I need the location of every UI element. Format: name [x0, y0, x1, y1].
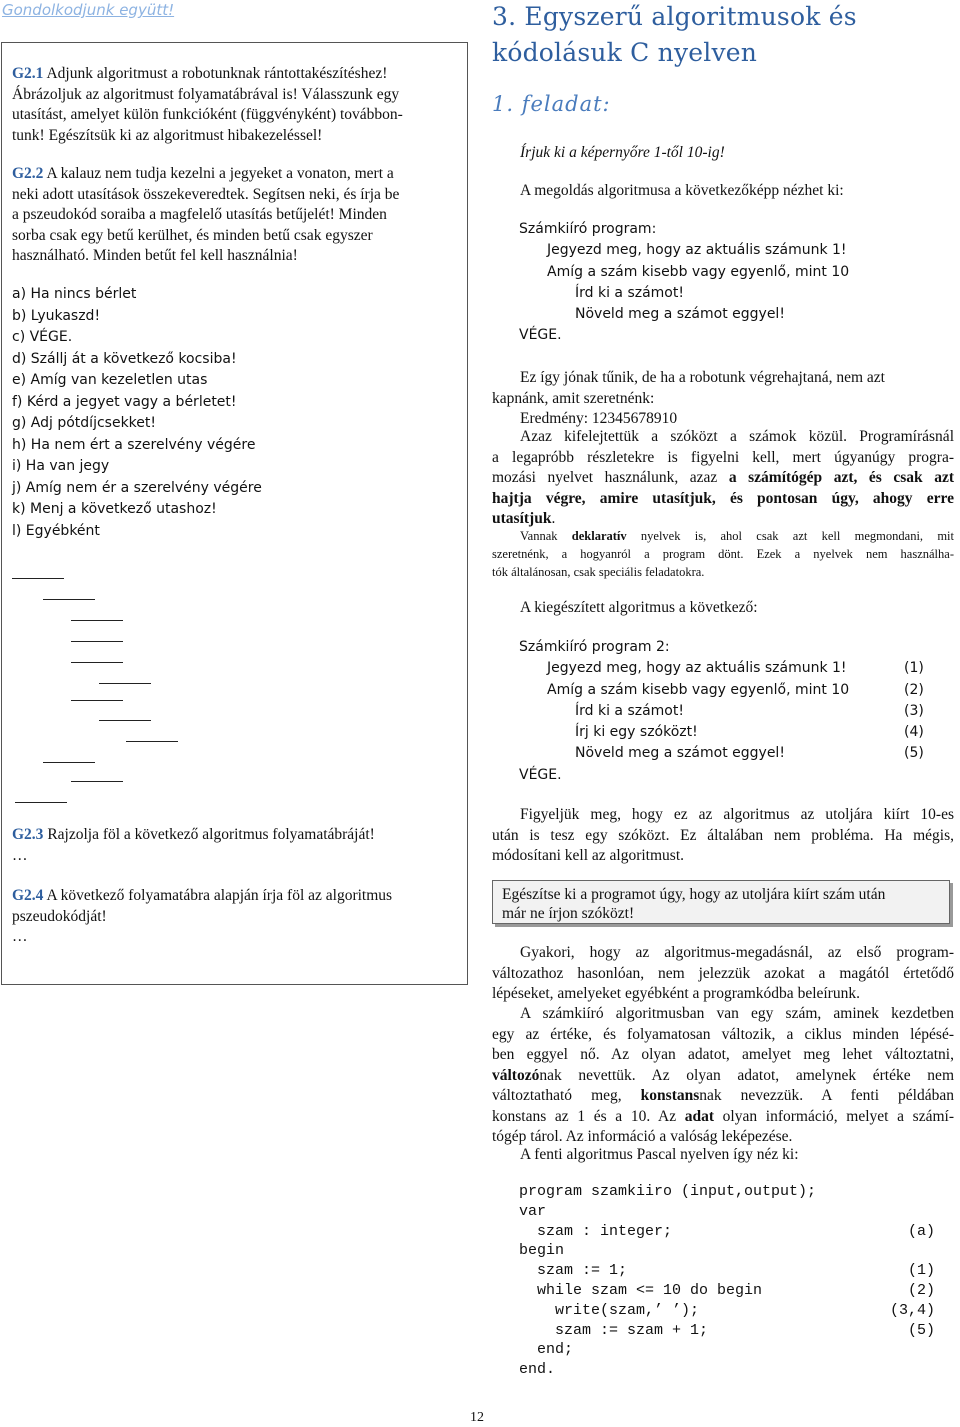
- g21-paragraph: [12, 64, 458, 146]
- exercise-callout: [492, 880, 950, 924]
- code-step-number: (5): [907, 1321, 935, 1339]
- algorithm-line: Számkiíró program 2:: [519, 639, 670, 655]
- text-line: Figyeljük meg, hogy ez az algoritmus az utoljára kiírt 10-es: [520, 806, 954, 823]
- choice-item: b) Lyukaszd!: [12, 307, 101, 324]
- algorithm-line: Jegyezd meg, hogy az aktuális számunk 1!: [547, 242, 847, 259]
- text-line: konstans az 1 és a 10. Az: [492, 1107, 685, 1125]
- g24-ellipsis: …: [12, 928, 28, 945]
- algorithm-line: VÉGE.: [519, 766, 562, 783]
- emphasis: hajtja végre, amire utasítjuk, és pontosan úgy, ahogy erre: [492, 489, 954, 507]
- answer-blank[interactable]: [43, 599, 95, 600]
- algorithm-line: Írd ki a számot!: [575, 284, 684, 301]
- paragraph-result: [492, 368, 954, 430]
- text-line: kapnánk, amit szeretnénk:: [492, 389, 655, 407]
- g22-label: G2.2: [12, 165, 44, 182]
- text-line: mozási nyelvet használunk, azaz: [492, 469, 729, 486]
- g22-line-3: a pszeudokód soraiba a magfelelő utasítás betűjelét! Minden: [12, 206, 387, 223]
- algorithm-2-intro: A kiegészített algoritmus a következő:: [520, 599, 758, 616]
- answer-blank[interactable]: [71, 781, 123, 782]
- g22-line-2: neki adott utasítások összekeveredtek. Segítsen neki, és írja be: [12, 185, 400, 203]
- term-data: adat: [684, 1107, 715, 1125]
- code-line: program szamkiiro (input,output);: [519, 1183, 817, 1200]
- algorithm-2: [519, 637, 939, 786]
- emphasis: deklaratív: [571, 529, 627, 543]
- code-step-number: (3,4): [889, 1301, 935, 1319]
- answer-blank[interactable]: [99, 683, 151, 684]
- g22-line-5: használható. Minden betűt fel kell használnia!: [12, 247, 298, 264]
- text-line: már ne írjon szóközt!: [502, 905, 635, 922]
- text-line: nyelvek is, ahol csak azt kell megmondani, mit: [626, 529, 954, 543]
- algorithm-line: Növeld meg a számot eggyel!: [575, 745, 785, 762]
- g24-label: G2.4: [12, 887, 44, 904]
- text-line: szeretnénk, a hogyanról a program dönt. Ezek a nyelvek nem használha-: [492, 547, 954, 561]
- text-line: után is tesz egy szóközt. Ez általában nem probléma. Ha mégis,: [492, 826, 954, 844]
- g22-line-1: A kalauz nem tudja kezelni a jegyeket a vonaton, mert a: [43, 165, 394, 182]
- algorithm-line: Írd ki a számot!: [575, 702, 684, 719]
- algorithm-intro: A megoldás algoritmusa a következőképp nézhet ki:: [520, 182, 844, 199]
- choice-item: l) Egyébként: [12, 522, 100, 539]
- choice-item: g) Adj pótdíjcsekket!: [12, 415, 156, 431]
- algorithm-line: Számkiíró program:: [519, 221, 657, 237]
- code-line: end.: [519, 1361, 556, 1379]
- text-line: tógép tárol. Az információ a valóság leképezése.: [492, 1128, 793, 1145]
- g21-line-4: tunk! Egészítsük ki az algoritmust hibakezeléssel!: [12, 126, 323, 144]
- algorithm-line: Amíg a szám kisebb vagy egyenlő, mint 10: [547, 681, 850, 698]
- chapter-title-line-1: 3. Egyszerű algoritmusok és: [492, 2, 857, 31]
- code-step-number: (1): [907, 1262, 935, 1280]
- chapter-title-line-2: kódolásuk C nyelven: [492, 38, 758, 67]
- code-line: szam := szam + 1;: [519, 1321, 709, 1339]
- answer-blank[interactable]: [71, 620, 123, 621]
- text-line: lépéseket, amelyeket egyébként a programkódba beleírunk.: [492, 985, 860, 1002]
- choice-item: e) Amíg van kezeletlen utas: [12, 372, 208, 388]
- paragraph-common-practice: [492, 943, 954, 1005]
- choice-item: f) Kérd a jegyet vagy a bérletet!: [12, 393, 237, 410]
- text-line: ben eggyel nő. Az olyan adatot, amelyet meg lehet változtatni,: [492, 1046, 954, 1063]
- code-line: begin: [519, 1242, 565, 1260]
- emphasis: a számítógép azt, és csak azt: [728, 469, 954, 486]
- algorithm-line: Amíg a szám kisebb vagy egyenlő, mint 10: [547, 263, 850, 280]
- g21-label: G2.1: [12, 65, 44, 82]
- code-line: var: [519, 1202, 547, 1220]
- text-line: Ez így jónak tűnik, de ha a robotunk végrehajtaná, nem azt: [520, 369, 885, 386]
- answer-blank[interactable]: [15, 802, 67, 803]
- answer-blank[interactable]: [43, 762, 95, 763]
- choice-item: c) VÉGE.: [12, 329, 73, 345]
- task-statement: Írjuk ki a képernyőre 1-től 10-ig!: [520, 144, 725, 161]
- text-line: Azaz kifelejtettük a szóközt a számok közül. Programírásnál: [520, 428, 954, 445]
- result-line: Eredmény: 12345678910: [520, 410, 678, 427]
- code-line: while szam <= 10 do begin: [519, 1281, 763, 1299]
- chapter-title: [492, 0, 857, 71]
- g24-line-2: pszeudokódját!: [12, 907, 107, 925]
- algorithm-line: VÉGE.: [519, 327, 562, 344]
- algorithm-line: Növeld meg a számot eggyel!: [575, 306, 785, 323]
- code-line: write(szam,’ ’);: [519, 1301, 700, 1319]
- choice-item: h) Ha nem ért a szerelvény végére: [12, 436, 256, 453]
- step-number: (5): [904, 745, 924, 762]
- text-line: egy az értéke, és folyamatosan változik, a ciklus minden lépésé-: [492, 1025, 954, 1043]
- page-number: 12: [470, 1410, 484, 1425]
- pascal-intro: A fenti algoritmus Pascal nyelven így néz ki:: [520, 1146, 799, 1163]
- choice-item: i) Ha van jegy: [12, 458, 110, 474]
- text-line: nak nevezzük. A fenti példában: [699, 1087, 954, 1104]
- g21-line-1: Adjunk algoritmust a robotunknak rántottakészítéshez!: [43, 65, 388, 82]
- text-line: Gyakori, hogy az algoritmus-megadásnál, az első program-: [520, 944, 954, 961]
- answer-blank[interactable]: [71, 700, 123, 701]
- text-line: módosítani kell az algoritmust.: [492, 847, 684, 864]
- code-line: szam := 1;: [519, 1262, 628, 1280]
- text-line: Egészítse ki a programot úgy, hogy az utoljára kiírt szám után: [502, 886, 886, 903]
- algorithm-line: Jegyezd meg, hogy az aktuális számunk 1!: [547, 660, 847, 677]
- code-step-number: (a): [907, 1222, 935, 1240]
- text-line: olyan információ, melyet a számí-: [714, 1107, 954, 1125]
- choice-item: d) Szállj át a következő kocsiba!: [12, 350, 237, 367]
- pascal-code-block: [519, 1182, 935, 1380]
- g22-paragraph: [12, 164, 458, 267]
- g21-line-3: utasítást, amelyet külön funkcióként (függvényként) továbbon-: [12, 106, 403, 123]
- choice-item: j) Amíg nem ér a szerelvény végére: [12, 479, 262, 496]
- g24-line-1: A következő folyamatábra alapján írja föl az algoritmus: [43, 887, 393, 904]
- g23-label: G2.3: [12, 826, 44, 843]
- paragraph-observation: [492, 805, 954, 867]
- answer-blank[interactable]: [99, 720, 151, 721]
- text-line: nak nevettük. Az olyan adatot, amelynek értéke nem: [539, 1066, 954, 1084]
- term-constant: konstans: [640, 1087, 700, 1104]
- algorithm-1: [519, 219, 939, 347]
- code-line: end;: [519, 1341, 574, 1359]
- choice-item: a) Ha nincs bérlet: [12, 286, 137, 302]
- paragraph-variables: [492, 1004, 954, 1148]
- step-number: (2): [904, 681, 924, 698]
- emphasis: utasítjuk: [492, 510, 552, 527]
- g23-ellipsis: …: [12, 846, 28, 864]
- g23-text: Rajzolja föl a következő algoritmus folyamatábráját!: [43, 826, 375, 843]
- answer-blank[interactable]: [12, 578, 64, 579]
- answer-blank[interactable]: [126, 741, 178, 742]
- text-line: tók általánosan, csak speciális feladatokra.: [492, 565, 705, 579]
- paragraph-explanation: [492, 427, 954, 530]
- text-line: A számkiíró algoritmusban van egy szám, aminek kezdetben: [520, 1005, 954, 1022]
- task-heading: 1. feladat:: [492, 92, 611, 116]
- text-line: .: [551, 510, 556, 527]
- g24-paragraph: [12, 886, 458, 948]
- choice-item: k) Menj a következő utashoz!: [12, 501, 217, 517]
- text-line: változathoz hasonlóan, nem jelezzük azokat a magától értetődő: [492, 964, 954, 982]
- step-number: (4): [904, 724, 924, 741]
- text-line: változtatható meg,: [492, 1087, 641, 1104]
- term-variable: változó: [492, 1066, 540, 1084]
- text-line: a legapróbb részletekre is figyelni kell, mert úgyanúgy progra-: [492, 448, 954, 466]
- algorithm-line: Írj ki egy szóközt!: [575, 724, 698, 741]
- g21-line-2: Ábrázoljuk az algoritmust folyamatábrával is! Válasszunk egy: [12, 85, 400, 103]
- step-number: (3): [904, 702, 924, 719]
- side-note: [492, 527, 954, 581]
- code-step-number: (2): [907, 1281, 935, 1299]
- answer-blank[interactable]: [71, 662, 123, 663]
- step-number: (1): [904, 660, 924, 677]
- g22-line-4: sorba csak egy betű kerülhet, és minden betű csak egyszer: [12, 226, 373, 244]
- choice-list: [12, 284, 262, 542]
- code-line: szam : integer;: [519, 1222, 673, 1240]
- answer-blank[interactable]: [71, 641, 123, 642]
- g23-paragraph: [12, 825, 458, 866]
- header-link[interactable]: Gondolkodjunk együtt!: [2, 1, 175, 19]
- text-line: Vannak: [520, 529, 572, 543]
